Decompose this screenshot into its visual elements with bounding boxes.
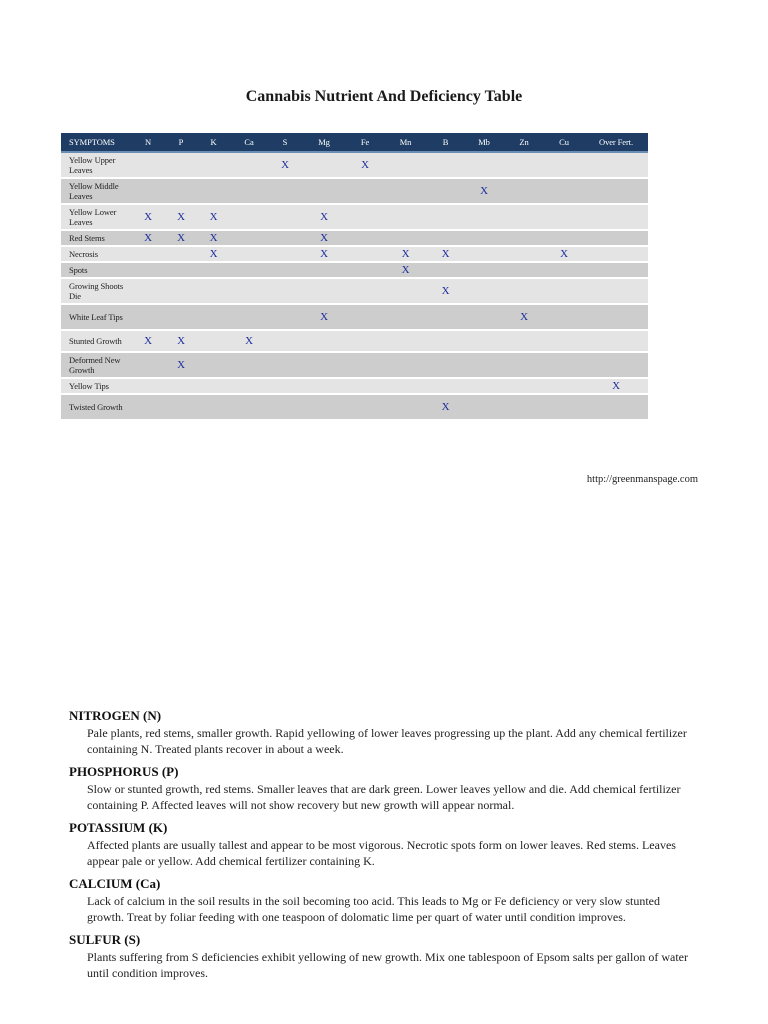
table-cell: [302, 152, 346, 178]
nutrient-notes: [69, 708, 699, 988]
table-cell: [268, 278, 302, 304]
table-cell: [504, 230, 544, 246]
table-cell: [464, 246, 504, 262]
table-cell: [268, 246, 302, 262]
table-cell: [584, 352, 648, 378]
table-row: [61, 330, 648, 352]
deficiency-mark: X: [230, 330, 268, 352]
table-cell: [230, 262, 268, 278]
table-cell: [584, 330, 648, 352]
table-cell: [584, 394, 648, 420]
table-cell: [230, 178, 268, 204]
table-cell: [165, 246, 197, 262]
nutrient-heading: SULFUR (S): [69, 932, 141, 947]
symptom-label: Deformed New Growth: [61, 352, 131, 378]
table-cell: [197, 352, 230, 378]
table-cell: [346, 304, 384, 330]
table-cell: [346, 394, 384, 420]
table-cell: [230, 352, 268, 378]
nutrient-description: Plants suffering from S deficiencies exhibit yellowing of new growth. Mix one tablespoon of Epsom salts per gallon of water until condition improves.: [87, 950, 688, 980]
nutrient-note: [69, 820, 699, 869]
table-cell: [544, 152, 584, 178]
table-cell: [346, 230, 384, 246]
column-header-mn: Mn: [384, 133, 427, 152]
source-url: http://greenmanspage.com: [586, 474, 698, 485]
table-cell: [544, 278, 584, 304]
table-row: [61, 378, 648, 394]
deficiency-mark: X: [544, 246, 584, 262]
table-cell: [464, 204, 504, 230]
table-cell: [165, 378, 197, 394]
table-cell: [165, 152, 197, 178]
table-cell: [544, 230, 584, 246]
table-cell: [346, 330, 384, 352]
column-header-zn: Zn: [504, 133, 544, 152]
table-cell: [384, 330, 427, 352]
column-header-b: B: [427, 133, 464, 152]
table-row: [61, 204, 648, 230]
table-cell: [268, 204, 302, 230]
table-cell: [544, 304, 584, 330]
table-cell: [230, 304, 268, 330]
table-cell: [131, 262, 165, 278]
nutrient-description: Affected plants are usually tallest and appear to be most vigorous. Necrotic spots form on lower leaves. Red stems. Leaves appear pale or yellow. Add chemical fertilizer containing K.: [87, 838, 676, 868]
table-cell: [544, 378, 584, 394]
table-cell: [584, 152, 648, 178]
table-cell: [464, 352, 504, 378]
table-cell: [504, 204, 544, 230]
table-cell: [427, 330, 464, 352]
table-cell: [302, 178, 346, 204]
deficiency-mark: X: [131, 230, 165, 246]
table-cell: [346, 278, 384, 304]
symptom-label: White Leaf Tips: [61, 304, 131, 330]
table-cell: [230, 230, 268, 246]
table-row: [61, 304, 648, 330]
table-cell: [464, 230, 504, 246]
table-cell: [464, 278, 504, 304]
table-cell: [131, 378, 165, 394]
nutrient-description: Pale plants, red stems, smaller growth. Rapid yellowing of lower leaves progressing up the plant. Add any chemical fertilizer containing N. Treated plants recover in about a week.: [87, 726, 687, 756]
table-cell: [504, 262, 544, 278]
table-cell: [384, 178, 427, 204]
table-cell: [165, 304, 197, 330]
column-header-p: P: [165, 133, 197, 152]
symptom-label: Yellow Upper Leaves: [61, 152, 131, 178]
table-cell: [268, 262, 302, 278]
table-cell: [165, 262, 197, 278]
nutrient-note: [69, 932, 699, 981]
column-header-symptoms: SYMPTOMS: [61, 133, 131, 152]
symptom-label: Twisted Growth: [61, 394, 131, 420]
table-cell: [464, 394, 504, 420]
deficiency-mark: X: [197, 230, 230, 246]
table-cell: [464, 152, 504, 178]
table-cell: [230, 204, 268, 230]
table-cell: [427, 304, 464, 330]
table-cell: [346, 262, 384, 278]
table-cell: [230, 378, 268, 394]
table-cell: [504, 178, 544, 204]
table-cell: [427, 378, 464, 394]
deficiency-mark: X: [384, 262, 427, 278]
nutrient-heading: CALCIUM (Ca): [69, 876, 161, 891]
nutrient-description: Lack of calcium in the soil results in the soil becoming too acid. This leads to Mg or Fe deficiency or very slow stunted growth. Treat by foliar feeding with one teaspoon of dolomatic lime per quart of water until condition improves.: [87, 894, 660, 924]
table-cell: [384, 278, 427, 304]
column-header-fe: Fe: [346, 133, 384, 152]
table-cell: [302, 378, 346, 394]
deficiency-mark: X: [584, 378, 648, 394]
deficiency-mark: X: [302, 204, 346, 230]
table-cell: [584, 304, 648, 330]
table-cell: [302, 352, 346, 378]
deficiency-table: [61, 133, 648, 421]
table-cell: [384, 378, 427, 394]
column-header-k: K: [197, 133, 230, 152]
table-cell: [165, 278, 197, 304]
column-header-over-fert: Over Fert.: [584, 133, 648, 152]
table-cell: [165, 178, 197, 204]
deficiency-mark: X: [302, 230, 346, 246]
table-cell: [131, 304, 165, 330]
deficiency-mark: X: [268, 152, 302, 178]
nutrient-heading: PHOSPHORUS (P): [69, 764, 179, 779]
nutrient-heading: POTASSIUM (K): [69, 820, 168, 835]
symptom-label: Yellow Tips: [61, 378, 131, 394]
table-cell: [544, 204, 584, 230]
table-cell: [197, 178, 230, 204]
table-cell: [584, 262, 648, 278]
nutrient-note: [69, 764, 699, 813]
table-cell: [504, 246, 544, 262]
table-cell: [230, 278, 268, 304]
table-cell: [544, 352, 584, 378]
table-cell: [464, 378, 504, 394]
deficiency-mark: X: [131, 204, 165, 230]
table-row: [61, 152, 648, 178]
deficiency-mark: X: [384, 246, 427, 262]
table-row: [61, 246, 648, 262]
table-cell: [427, 262, 464, 278]
deficiency-mark: X: [131, 330, 165, 352]
column-header-cu: Cu: [544, 133, 584, 152]
deficiency-mark: X: [427, 394, 464, 420]
table-cell: [268, 352, 302, 378]
table-cell: [584, 278, 648, 304]
table-cell: [544, 178, 584, 204]
table-cell: [302, 278, 346, 304]
table-cell: [504, 152, 544, 178]
table-cell: [268, 178, 302, 204]
table-cell: [464, 262, 504, 278]
deficiency-mark: X: [464, 178, 504, 204]
table-cell: [346, 378, 384, 394]
table-cell: [197, 394, 230, 420]
table-cell: [346, 246, 384, 262]
deficiency-mark: X: [427, 278, 464, 304]
table-cell: [197, 262, 230, 278]
symptom-label: Growing Shoots Die: [61, 278, 131, 304]
table-cell: [544, 394, 584, 420]
table-row: [61, 230, 648, 246]
table-cell: [131, 178, 165, 204]
nutrient-description: Slow or stunted growth, red stems. Smaller leaves that are dark green. Lower leaves yellow and die. Add chemical fertilizer containing P. Affected leaves will not show recovery but new growth will appear normal.: [87, 782, 681, 812]
deficiency-mark: X: [346, 152, 384, 178]
table-cell: [131, 246, 165, 262]
table-cell: [504, 278, 544, 304]
symptom-label: Spots: [61, 262, 131, 278]
column-header-s: S: [268, 133, 302, 152]
table-cell: [427, 178, 464, 204]
table-cell: [268, 304, 302, 330]
table-cell: [584, 178, 648, 204]
table-cell: [131, 394, 165, 420]
nutrient-heading: NITROGEN (N): [69, 708, 162, 723]
table-header: [61, 133, 648, 152]
table-cell: [504, 394, 544, 420]
symptom-label: Yellow Middle Leaves: [61, 178, 131, 204]
deficiency-mark: X: [165, 330, 197, 352]
table-cell: [384, 152, 427, 178]
table-cell: [504, 352, 544, 378]
deficiency-mark: X: [302, 304, 346, 330]
nutrient-note: [69, 708, 699, 757]
symptom-label: Stunted Growth: [61, 330, 131, 352]
table-row: [61, 178, 648, 204]
table-cell: [131, 352, 165, 378]
table-cell: [197, 304, 230, 330]
table-cell: [384, 394, 427, 420]
deficiency-mark: X: [165, 230, 197, 246]
table-cell: [427, 152, 464, 178]
deficiency-mark: X: [165, 204, 197, 230]
table-cell: [346, 204, 384, 230]
nutrient-note: [69, 876, 699, 925]
column-header-mg: Mg: [302, 133, 346, 152]
table-cell: [384, 204, 427, 230]
table-cell: [504, 330, 544, 352]
column-header-ca: Ca: [230, 133, 268, 152]
table-cell: [268, 378, 302, 394]
deficiency-mark: X: [197, 204, 230, 230]
table-cell: [544, 262, 584, 278]
table-cell: [544, 330, 584, 352]
table-cell: [302, 330, 346, 352]
table-cell: [427, 230, 464, 246]
table-cell: [302, 394, 346, 420]
table-cell: [464, 304, 504, 330]
table-cell: [230, 394, 268, 420]
deficiency-mark: X: [302, 246, 346, 262]
symptom-label: Necrosis: [61, 246, 131, 262]
deficiency-mark: X: [165, 352, 197, 378]
table-cell: [384, 230, 427, 246]
table-cell: [197, 152, 230, 178]
column-header-n: N: [131, 133, 165, 152]
table-cell: [268, 394, 302, 420]
page-title: Cannabis Nutrient And Deficiency Table: [245, 88, 523, 105]
table-cell: [197, 278, 230, 304]
table-cell: [427, 352, 464, 378]
table-cell: [346, 178, 384, 204]
table-body: [61, 152, 648, 420]
table-cell: [584, 204, 648, 230]
table-cell: [268, 230, 302, 246]
table-cell: [268, 330, 302, 352]
table-row: [61, 262, 648, 278]
table-cell: [427, 204, 464, 230]
table-cell: [464, 330, 504, 352]
table-cell: [584, 246, 648, 262]
table-cell: [302, 262, 346, 278]
table-cell: [131, 152, 165, 178]
deficiency-mark: X: [427, 246, 464, 262]
table-row: [61, 394, 648, 420]
table-cell: [197, 330, 230, 352]
table-cell: [230, 152, 268, 178]
deficiency-mark: X: [197, 246, 230, 262]
column-header-mb: Mb: [464, 133, 504, 152]
table-cell: [346, 352, 384, 378]
table-cell: [131, 278, 165, 304]
table-cell: [165, 394, 197, 420]
symptom-label: Red Stems: [61, 230, 131, 246]
table-cell: [197, 378, 230, 394]
table-row: [61, 278, 648, 304]
table-cell: [384, 352, 427, 378]
symptom-label: Yellow Lower Leaves: [61, 204, 131, 230]
table-cell: [384, 304, 427, 330]
table-row: [61, 352, 648, 378]
table-cell: [504, 378, 544, 394]
table-cell: [584, 230, 648, 246]
deficiency-mark: X: [504, 304, 544, 330]
table-cell: [230, 246, 268, 262]
